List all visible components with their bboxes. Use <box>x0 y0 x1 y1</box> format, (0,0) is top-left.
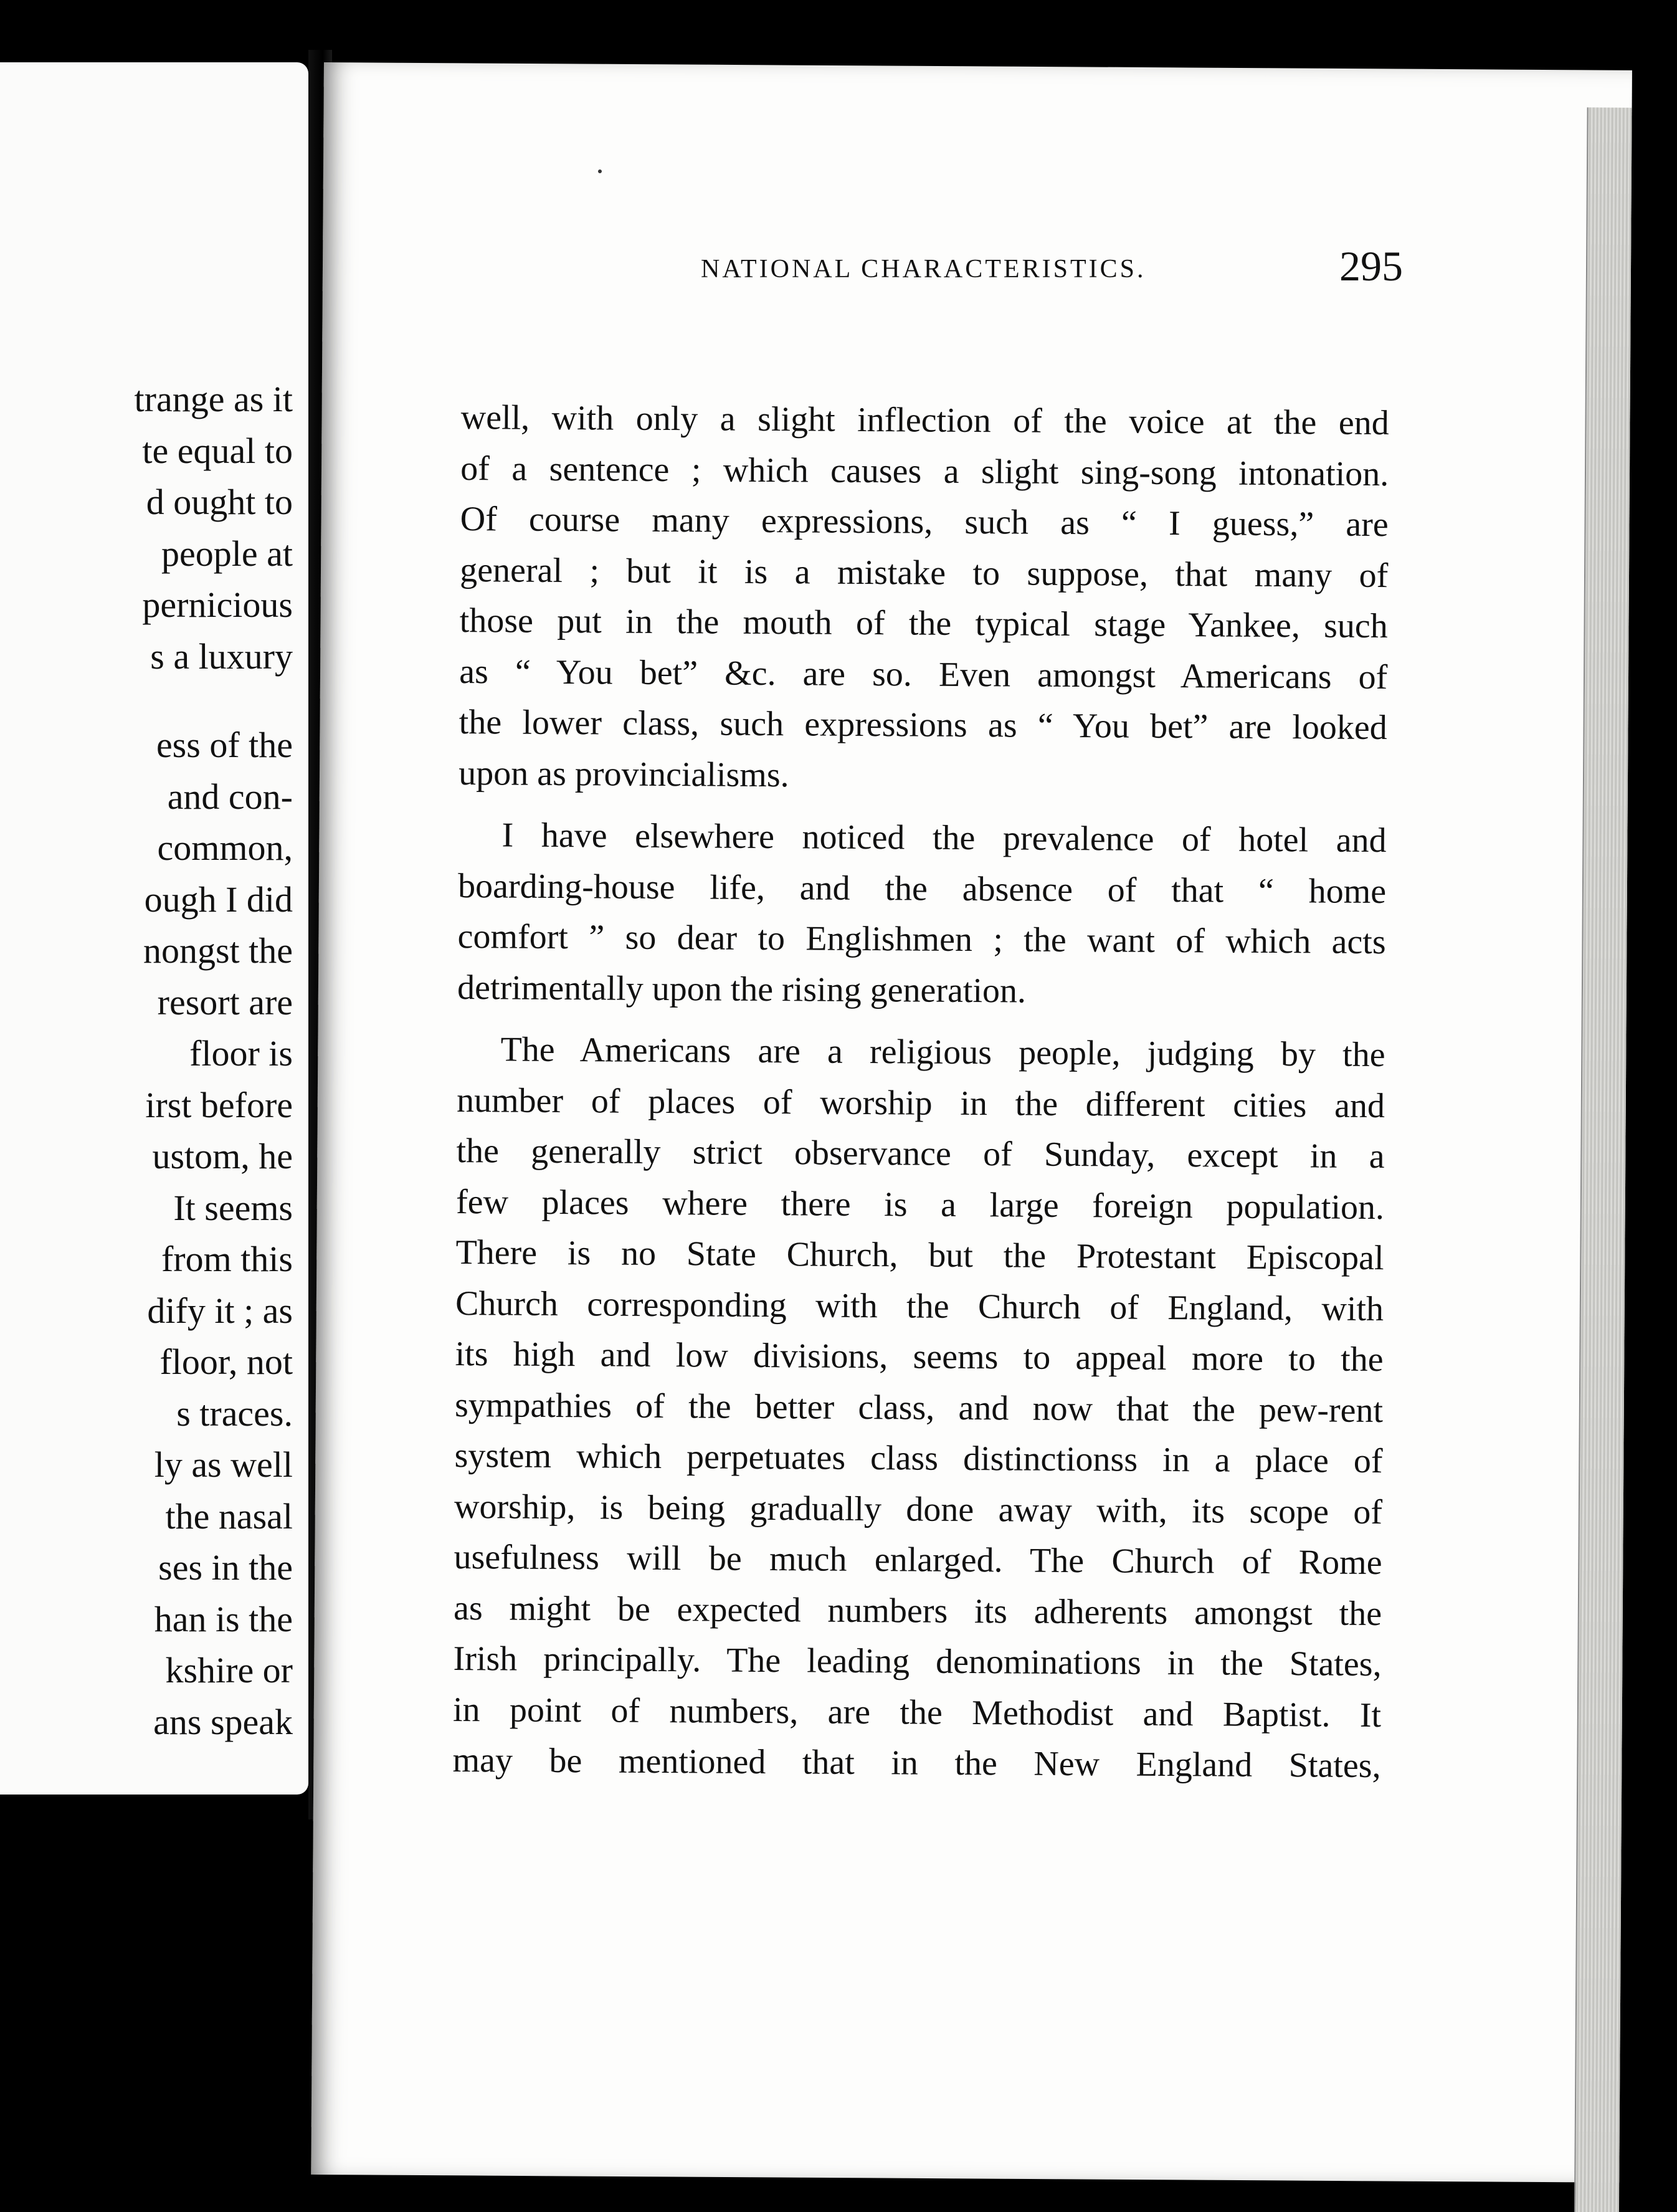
page-edges <box>1574 107 1632 2212</box>
text-line: few places where there is a large foreign population. <box>455 1182 1385 1227</box>
text-line: te equal to <box>142 430 293 471</box>
text-line: There is no State Church, but the Protestant Episcopal <box>455 1232 1384 1278</box>
text-line: from this <box>161 1239 293 1279</box>
page-number: 295 <box>1339 242 1403 290</box>
left-page <box>0 62 308 1795</box>
text-line: in point of numbers, are the Methodist and Baptist. It <box>452 1690 1382 1735</box>
scan-speck <box>598 169 602 173</box>
body-text <box>452 393 1389 1792</box>
text-line: It seems <box>173 1187 293 1228</box>
text-line: general ; but it is a mistake to suppose, that many of <box>460 550 1389 595</box>
text-line: floor is <box>189 1033 293 1074</box>
paragraph-gap <box>0 682 293 720</box>
text-line: the generally strict observance of Sunday, except in a <box>456 1131 1385 1176</box>
text-line: detrimentally upon the rising generation. <box>457 968 1027 1011</box>
text-line: the lower class, such expressions as “ You bet” are looked <box>458 702 1387 748</box>
text-line: ough I did <box>144 879 293 920</box>
text-line: common, <box>157 827 293 868</box>
running-head: NATIONAL CHARACTERISTICS. <box>701 255 1146 284</box>
text-line: worship, is being gradually done away with, its scope of <box>454 1487 1383 1532</box>
text-line: may be mentioned that in the New England States, <box>452 1740 1381 1786</box>
text-line: The Americans are a religious people, judging by the <box>500 1030 1385 1075</box>
text-line: number of places of worship in the different cities and <box>456 1080 1385 1125</box>
text-line: comfort ” so dear to Englishmen ; the want of which acts <box>457 917 1386 962</box>
text-line: well, with only a slight inflection of the voice at the end <box>460 398 1389 443</box>
text-line: irst before <box>145 1084 293 1125</box>
text-line: boarding-house life, and the absence of that “ home <box>457 866 1387 911</box>
text-line: ses in the <box>158 1547 293 1588</box>
text-line: pernicious <box>142 584 293 625</box>
text-line: trange as it <box>134 379 293 419</box>
text-line: s traces. <box>176 1393 293 1434</box>
text-line: sympathies of the better class, and now that the pew-rent <box>454 1385 1384 1430</box>
text-line: system which perpetuates class distinctionss in a place of <box>454 1436 1383 1481</box>
text-line: s a luxury <box>150 636 293 677</box>
text-line: han is the <box>154 1598 293 1639</box>
text-line: Church corresponding with the Church of England, with <box>455 1284 1384 1328</box>
text-line: Irish principally. The leading denominations in the States, <box>453 1639 1382 1684</box>
text-line: ly as well <box>154 1444 293 1485</box>
left-page-text <box>0 374 293 1748</box>
text-line: ess of the <box>156 725 293 765</box>
text-line: of a sentence ; which causes a slight sing-song intonation. <box>460 449 1389 493</box>
text-line: those put in the mouth of the typical stage Yankee, such <box>459 601 1388 646</box>
text-line: kshire or <box>165 1650 293 1690</box>
text-line: ustom, he <box>152 1136 293 1176</box>
text-line: the nasal <box>165 1495 293 1537</box>
text-line: dify it ; as <box>147 1290 293 1331</box>
text-line: people at <box>161 533 293 574</box>
text-line: upon as provincialisms. <box>458 753 789 794</box>
text-line: resort are <box>157 981 293 1023</box>
text-line: its high and low divisions, seems to appeal more to the <box>455 1334 1384 1380</box>
text-line: d ought to <box>146 482 293 522</box>
text-line: usefulness will be much enlarged. The Church of Rome <box>454 1537 1382 1583</box>
text-line: floor, not <box>159 1342 293 1382</box>
text-line: Of course many expressions, such as “ I guess,” are <box>460 499 1389 545</box>
text-line: and con- <box>167 776 293 817</box>
text-line: nongst the <box>143 930 293 971</box>
text-line: as might be expected numbers its adherents amongst the <box>453 1588 1382 1633</box>
text-line: ans speak <box>153 1701 293 1742</box>
text-line: I have elsewhere noticed the prevalence of hotel and <box>501 816 1387 860</box>
text-line: as “ You bet” &c. are so. Even amongst Americans of <box>459 652 1388 697</box>
